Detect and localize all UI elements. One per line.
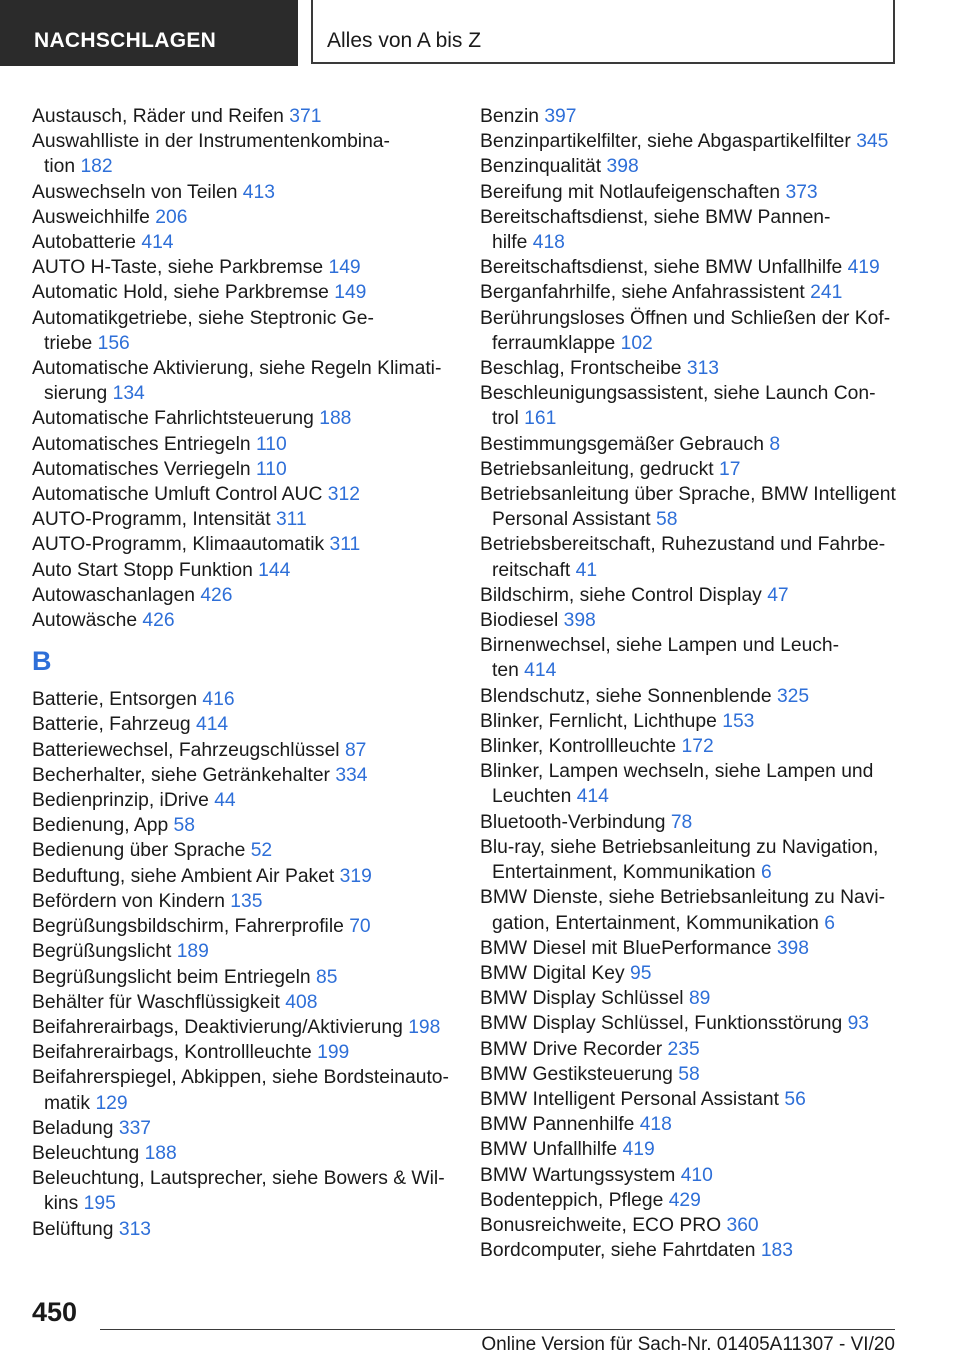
page-reference-link[interactable]: 110 xyxy=(256,458,287,480)
page-reference-link[interactable]: 144 xyxy=(258,559,291,581)
index-entry-text: Blinker, Fernlicht, Lichthupe xyxy=(480,710,717,732)
index-entry-text: matik xyxy=(44,1092,91,1114)
index-entry-text: Berganfahrhilfe, siehe Anfahrassistent xyxy=(480,282,805,304)
page-number: 450 xyxy=(32,1297,78,1327)
index-entry-text: Bodenteppich, Pflege xyxy=(480,1189,664,1211)
index-entry-text: triebe xyxy=(44,332,93,354)
page-reference-link[interactable]: 6 xyxy=(761,862,772,884)
index-entry-text: BMW Pannenhilfe xyxy=(480,1114,635,1136)
page-reference-link[interactable]: 206 xyxy=(155,206,188,228)
page-reference-link[interactable]: 398 xyxy=(563,610,596,632)
index-entry-text: Beleuchtung xyxy=(32,1142,140,1164)
page-reference-link[interactable]: 418 xyxy=(532,232,565,254)
index-entry-text: Autowaschanlagen xyxy=(32,584,195,606)
page-reference-link[interactable]: 241 xyxy=(810,282,843,304)
index-entry-text: Automatikgetriebe, siehe Steptronic Ge- xyxy=(32,307,374,329)
page-reference-link[interactable]: 149 xyxy=(334,282,367,304)
index-entry-text: ten xyxy=(492,660,519,682)
index-entry-text: Blinker, Kontrollleuchte xyxy=(480,736,677,758)
index-entry-text: Autobatterie xyxy=(32,232,136,254)
index-entry-text: BMW Unfallhilfe xyxy=(480,1139,618,1161)
page-reference-link[interactable]: 397 xyxy=(544,106,577,127)
index-entry xyxy=(480,684,900,709)
page-reference-link[interactable]: 345 xyxy=(856,131,889,153)
index-entry xyxy=(32,129,452,179)
index-entry xyxy=(480,532,900,582)
index-entry xyxy=(480,154,900,179)
index-entry-text: Beleuchtung, Lautsprecher, siehe Bowers & Wil- xyxy=(32,1168,445,1190)
index-entry xyxy=(480,1163,900,1188)
index-entry-text: Auswechseln von Teilen xyxy=(32,181,238,203)
page-reference-link[interactable]: 78 xyxy=(670,811,693,833)
index-entry xyxy=(32,1065,452,1115)
page-header xyxy=(0,0,960,66)
index-entry-text: Belüftung xyxy=(32,1218,114,1240)
page-reference-link[interactable]: 161 xyxy=(524,408,557,430)
page-reference-link[interactable]: 414 xyxy=(576,786,609,808)
page-reference-link[interactable]: 134 xyxy=(112,383,145,405)
index-entry-text: ferraumklappe xyxy=(492,332,616,354)
chapter-title: Alles von A bis Z xyxy=(311,0,895,64)
page-reference-link[interactable]: 85 xyxy=(316,966,338,988)
index-entry xyxy=(32,738,452,763)
index-entry-text: Personal Assistant xyxy=(492,509,651,531)
index-entry xyxy=(480,180,900,205)
index-column-right xyxy=(480,104,900,1263)
page-reference-link[interactable]: 56 xyxy=(784,1088,806,1110)
index-entry xyxy=(480,482,900,532)
index-entry-text: Bestimmungsgemäßer Gebrauch xyxy=(480,433,764,455)
index-entry xyxy=(32,280,452,305)
page-reference-link[interactable]: 313 xyxy=(686,358,720,380)
index-entry xyxy=(32,914,452,939)
index-entry-text: Betriebsanleitung, gedruckt xyxy=(480,458,714,480)
index-entry-text: Beduftung, siehe Ambient Air Paket xyxy=(32,865,335,887)
index-entry xyxy=(480,356,900,381)
index-entry-text: hilfe xyxy=(492,232,528,254)
page-reference-link[interactable]: 419 xyxy=(847,257,880,279)
index-entry-text: Biodiesel xyxy=(480,610,559,632)
index-entry-text: Begrüßungslicht beim Entriegeln xyxy=(32,966,311,988)
page-reference-link[interactable]: 195 xyxy=(83,1193,116,1215)
index-entry xyxy=(32,965,452,990)
index-entry-text: Beifahrerairbags, Deaktivierung/Aktivierung xyxy=(32,1016,403,1038)
page-reference-link[interactable]: 102 xyxy=(620,332,653,354)
index-entry-text: Behälter für Waschflüssigkeit xyxy=(32,991,280,1013)
index-entry xyxy=(480,1137,900,1162)
index-entry-text: Bluetooth-Verbindung xyxy=(480,811,666,833)
index-entry xyxy=(480,709,900,734)
page-reference-link[interactable]: 419 xyxy=(622,1139,655,1161)
index-entry xyxy=(480,205,900,255)
page-reference-link[interactable]: 188 xyxy=(144,1142,177,1164)
index-entry xyxy=(480,1037,900,1062)
index-entry-text: Betriebsanleitung über Sprache, BMW Intelligent xyxy=(480,484,896,506)
index-entry xyxy=(32,532,452,557)
page-reference-link[interactable]: 110 xyxy=(256,433,287,455)
index-entry xyxy=(32,1040,452,1065)
index-entry-text: Batteriewechsel, Fahrzeugschlüssel xyxy=(32,739,340,761)
index-entry xyxy=(32,687,452,712)
index-entry xyxy=(480,1062,900,1087)
index-entry xyxy=(32,1015,452,1040)
index-entry xyxy=(32,763,452,788)
index-entry-text: Bedienprinzip, iDrive xyxy=(32,790,209,812)
page-reference-link[interactable]: 416 xyxy=(202,689,235,711)
index-entry xyxy=(480,583,900,608)
index-entry xyxy=(480,986,900,1011)
page-reference-link[interactable]: 87 xyxy=(344,739,367,761)
index-entry xyxy=(480,633,900,683)
index-entry-text: Bildschirm, siehe Control Display xyxy=(480,584,762,606)
index-entry-text: Automatische Fahrlichtsteuerung xyxy=(32,408,314,430)
index-entry xyxy=(480,1087,900,1112)
page-reference-link[interactable]: 319 xyxy=(339,865,372,887)
page-reference-link[interactable]: 426 xyxy=(200,584,233,606)
page-reference-link[interactable]: 360 xyxy=(726,1214,759,1236)
page-reference-link[interactable]: 70 xyxy=(349,916,371,938)
index-entry xyxy=(480,608,900,633)
index-letter-heading: B xyxy=(32,646,52,677)
index-entry xyxy=(480,432,900,457)
index-entry xyxy=(32,255,452,280)
index-entry xyxy=(480,129,900,154)
index-entry xyxy=(32,558,452,583)
index-entry xyxy=(32,1141,452,1166)
index-entry-text: Becherhalter, siehe Getränkehalter xyxy=(32,764,330,786)
index-entry-text: Batterie, Entsorgen xyxy=(32,689,198,711)
index-entry-text: Ausweichhilfe xyxy=(32,206,150,228)
index-entry xyxy=(32,583,452,608)
page-reference-link[interactable]: 410 xyxy=(680,1164,713,1186)
index-entry-text: Austausch, Räder und Reifen xyxy=(32,106,284,127)
index-entry-text: BMW Gestiksteuerung xyxy=(480,1063,673,1085)
index-entry xyxy=(480,457,900,482)
page-reference-link[interactable]: 52 xyxy=(250,840,273,862)
page-reference-link[interactable]: 44 xyxy=(214,790,236,812)
index-entry-text: gation, Entertainment, Kommunikation xyxy=(492,912,819,934)
index-entry xyxy=(480,961,900,986)
page-reference-link[interactable]: 414 xyxy=(524,660,557,682)
index-entry-text: Bedienung über Sprache xyxy=(32,840,246,862)
index-entry xyxy=(480,381,900,431)
index-entry xyxy=(32,864,452,889)
page-reference-link[interactable]: 153 xyxy=(722,710,755,732)
index-entry-text: Automatisches Verriegeln xyxy=(32,458,251,480)
index-entry xyxy=(480,306,900,356)
index-entry xyxy=(32,406,452,431)
index-entry xyxy=(480,280,900,305)
index-entry-text: Autowäsche xyxy=(32,610,138,632)
page-reference-link[interactable]: 129 xyxy=(95,1092,128,1114)
index-entry xyxy=(480,1011,900,1036)
index-entry-text: Bedienung, App xyxy=(32,815,169,837)
index-entry xyxy=(32,482,452,507)
index-entry-text: Birnenwechsel, siehe Lampen und Leuch- xyxy=(480,635,840,657)
page-reference-link[interactable]: 334 xyxy=(335,764,368,786)
index-entry-text: Benzinpartikelfilter, siehe Abgaspartikelfilter xyxy=(480,131,851,153)
index-entry-text: Bordcomputer, siehe Fahrtdaten xyxy=(480,1240,756,1262)
index-entry-text: Batterie, Fahrzeug xyxy=(32,714,191,736)
index-entry-text: Bereifung mit Notlaufeigenschaften xyxy=(480,181,781,203)
page-reference-link[interactable]: 47 xyxy=(767,584,789,606)
page-reference-link[interactable]: 371 xyxy=(289,106,322,127)
index-entry-text: Bereitschaftsdienst, siehe BMW Unfallhilfe xyxy=(480,257,843,279)
index-entry xyxy=(32,838,452,863)
page-reference-link[interactable]: 172 xyxy=(681,736,714,758)
index-entry-text: Bereitschaftsdienst, siehe BMW Pannen- xyxy=(480,206,831,228)
index-entry xyxy=(480,734,900,759)
page-reference-link[interactable]: 149 xyxy=(328,257,361,279)
page-reference-link[interactable]: 426 xyxy=(142,610,175,632)
index-entry-text: Beifahrerairbags, Kontrollleuchte xyxy=(32,1042,312,1064)
index-entry-text: BMW Digital Key xyxy=(480,962,625,984)
index-entry-text: Entertainment, Kommunikation xyxy=(492,862,756,884)
page-reference-link[interactable]: 235 xyxy=(667,1038,700,1060)
page-reference-link[interactable]: 58 xyxy=(678,1063,700,1085)
index-entry xyxy=(32,230,452,255)
index-entry-text: Auswahlliste in der Instrumentenkombina- xyxy=(32,131,390,153)
page-reference-link[interactable]: 198 xyxy=(408,1016,441,1038)
index-entry-text: AUTO-Programm, Intensität xyxy=(32,509,271,531)
page-reference-link[interactable]: 398 xyxy=(606,156,639,178)
page-reference-link[interactable]: 156 xyxy=(97,332,130,354)
index-entry xyxy=(32,356,452,406)
index-entry xyxy=(32,507,452,532)
index-entry-text: Automatische Umluft Control AUC xyxy=(32,484,323,506)
index-entry-text: Blu-ray, siehe Betriebsanleitung zu Navigation, xyxy=(480,836,879,858)
page-reference-link[interactable]: 337 xyxy=(118,1117,152,1139)
index-entry-text: Benzin xyxy=(480,106,539,127)
index-entry xyxy=(32,205,452,230)
index-entry-text: Beschleunigungsassistent, siehe Launch Con- xyxy=(480,383,876,405)
index-entry xyxy=(32,104,452,129)
index-entry xyxy=(32,1166,452,1216)
page-reference-link[interactable]: 398 xyxy=(776,937,809,959)
page-reference-link[interactable]: 89 xyxy=(688,988,711,1010)
index-entry-text: BMW Display Schlüssel xyxy=(480,988,684,1010)
index-entry xyxy=(32,712,452,737)
index-entry-text: trol xyxy=(492,408,519,430)
index-entry xyxy=(32,1116,452,1141)
index-entry xyxy=(480,1238,900,1263)
index-entry-text: Begrüßungslicht xyxy=(32,941,172,963)
index-entry xyxy=(480,1112,900,1137)
index-entry-text: BMW Display Schlüssel, Funktionsstörung xyxy=(480,1013,843,1035)
page-reference-link[interactable]: 325 xyxy=(776,685,810,707)
page-reference-link[interactable]: 8 xyxy=(769,433,781,455)
index-entry-text: Automatische Aktivierung, siehe Regeln Klimati- xyxy=(32,358,442,380)
page-reference-link[interactable]: 58 xyxy=(655,509,678,531)
index-entry-text: Berührungsloses Öffnen und Schließen der Kof- xyxy=(480,307,891,329)
page-reference-link[interactable]: 414 xyxy=(195,714,229,736)
page-reference-link[interactable]: 182 xyxy=(80,156,113,178)
page-reference-link[interactable]: 93 xyxy=(847,1013,870,1035)
index-entry xyxy=(32,306,452,356)
page-reference-link[interactable]: 408 xyxy=(285,991,318,1013)
index-entry-text: BMW Diesel mit BluePerformance xyxy=(480,937,772,959)
index-entry xyxy=(480,835,900,885)
page-reference-link[interactable]: 6 xyxy=(824,912,835,934)
index-entry-text: Automatic Hold, siehe Parkbremse xyxy=(32,282,329,304)
page-reference-link[interactable]: 373 xyxy=(785,181,818,203)
index-entry-text: Begrüßungsbildschirm, Fahrerprofile xyxy=(32,916,344,938)
index-entry xyxy=(32,608,452,633)
index-entry xyxy=(480,810,900,835)
index-entry-text: AUTO-Programm, Klimaautomatik xyxy=(32,534,325,556)
index-entry-text: Benzinqualität xyxy=(480,156,602,178)
page-reference-link[interactable]: 183 xyxy=(760,1240,793,1262)
page-reference-link[interactable]: 429 xyxy=(668,1189,701,1211)
page-reference-link[interactable]: 414 xyxy=(141,232,174,254)
page-reference-link[interactable]: 58 xyxy=(173,815,195,837)
index-entry-text: Leuchten xyxy=(492,786,572,808)
index-entry xyxy=(480,1213,900,1238)
index-entry-text: tion xyxy=(44,156,76,178)
index-entry-text: BMW Dienste, siehe Betriebsanleitung zu Navi- xyxy=(480,887,886,909)
index-entry-text: Betriebsbereitschaft, Ruhezustand und Fahrbe- xyxy=(480,534,886,556)
footer-version-text: Online Version für Sach-Nr. 01405A11307 - VI/20 xyxy=(481,1334,895,1355)
page-reference-link[interactable]: 41 xyxy=(575,559,598,581)
footer-divider xyxy=(100,1329,895,1330)
index-entry xyxy=(32,1217,452,1242)
page-reference-link[interactable]: 413 xyxy=(242,181,275,203)
page-reference-link[interactable]: 189 xyxy=(176,941,209,963)
index-entry-text: kins xyxy=(44,1193,79,1215)
page-reference-link[interactable]: 311 xyxy=(275,509,307,531)
index-entry-text: BMW Drive Recorder xyxy=(480,1038,663,1060)
index-entry xyxy=(480,1188,900,1213)
index-entry-text: Blendschutz, siehe Sonnenblende xyxy=(480,685,772,707)
index-entry-text: BMW Intelligent Personal Assistant xyxy=(480,1088,779,1110)
page-reference-link[interactable]: 311 xyxy=(329,534,361,556)
index-entry-text: AUTO H-Taste, siehe Parkbremse xyxy=(32,257,324,279)
index-entry xyxy=(480,255,900,280)
section-tab: NACHSCHLAGEN xyxy=(0,0,298,66)
index-entry xyxy=(32,889,452,914)
index-entry-text: Beschlag, Frontscheibe xyxy=(480,358,682,380)
index-entry xyxy=(32,457,452,482)
index-column-left xyxy=(32,104,452,1242)
index-entry xyxy=(32,990,452,1015)
page-reference-link[interactable]: 17 xyxy=(719,458,741,480)
index-entry xyxy=(480,104,900,129)
index-entry-text: Bonusreichweite, ECO PRO xyxy=(480,1214,722,1236)
index-entry xyxy=(32,813,452,838)
index-entry xyxy=(32,180,452,205)
index-entry xyxy=(480,936,900,961)
page-reference-link[interactable]: 188 xyxy=(319,408,352,430)
index-entry xyxy=(480,885,900,935)
index-entry-text: Beifahrerspiegel, Abkippen, siehe Bordsteinauto- xyxy=(32,1067,449,1089)
index-entry xyxy=(32,939,452,964)
page-reference-link[interactable]: 418 xyxy=(639,1114,672,1136)
page-reference-link[interactable]: 95 xyxy=(630,962,652,984)
index-entry-text: Automatisches Entriegeln xyxy=(32,433,251,455)
index-entry-text: Beladung xyxy=(32,1117,114,1139)
index-entry-text: BMW Wartungssystem xyxy=(480,1164,676,1186)
index-entry-text: sierung xyxy=(44,383,108,405)
index-entry-text: Blinker, Lampen wechseln, siehe Lampen und xyxy=(480,761,874,783)
index-entry xyxy=(32,432,452,457)
index-entry-text: reitschaft xyxy=(492,559,571,581)
page-reference-link[interactable]: 135 xyxy=(230,890,263,912)
index-entry-text: Auto Start Stopp Funktion xyxy=(32,559,253,581)
page-reference-link[interactable]: 199 xyxy=(317,1042,350,1064)
index-entry xyxy=(32,788,452,813)
index-entry xyxy=(480,759,900,809)
page-reference-link[interactable]: 312 xyxy=(327,484,360,506)
index-entry-text: Befördern von Kindern xyxy=(32,890,225,912)
page-reference-link[interactable]: 313 xyxy=(118,1218,152,1240)
